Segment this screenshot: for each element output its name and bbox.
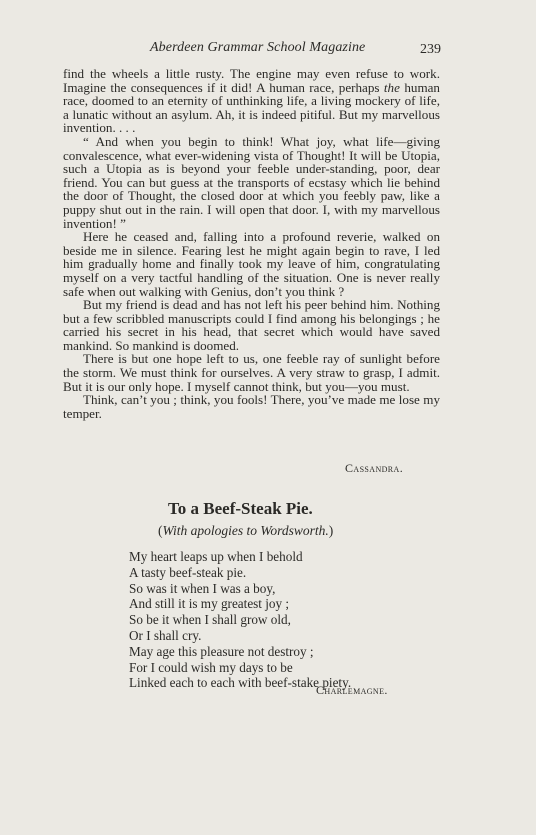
poem-line: My heart leaps up when I behold — [129, 549, 303, 564]
page-number: 239 — [420, 42, 441, 57]
poem-line: Linked each to each with beef-stake piety. — [129, 675, 352, 691]
author-signature: Cassandra. — [345, 461, 404, 475]
paragraph: “ And when you begin to think! What joy, what life—giving convalescence, what ever-widening vista of Thought! It will be Utopia, such a Utopia as is beyond your feeble under-standing, poor, dear friend. You can but guess at the transports of ecstasy which lie behind the door of Thought, the closed door at which you feebly paw, like a puppy shut out in the rain. I will open that door. I, with my marvellous invention! ” — [63, 133, 440, 231]
poem-line: So be it when I shall grow old, — [129, 612, 291, 628]
poem-line: May age this pleasure not destroy ; — [129, 643, 314, 659]
article-body — [63, 67, 440, 420]
paragraph: Here he ceased and, falling into a profound reverie, walked on beside me in silence. Fearing lest he might again begin to rave, I led him gradually home and finally took my leave of him, congratulating myself on a very tactful handling of the situation. One is never really safe when out walking with Genius, don’t you think ? — [63, 229, 440, 299]
paragraph: find the wheels a little rusty. The engine may even refuse to work. Imagine the consequences if it did! A human race, perhaps the human race, doomed to an eternity of unthinking life, a living mockery of life, a lunatic without an asylum. Ah, it is indeed pitiful. But my marvellous invention. . . . — [63, 66, 440, 136]
poem-title: To a Beef-Steak Pie. — [168, 499, 313, 518]
paragraph: There is but one hope left to us, one feeble ray of sunlight before the storm. We must think for ourselves. A very straw to grasp, I admit. But it is our only hope. I myself cannot think, but you—you must. — [63, 351, 440, 394]
paragraph: Think, can’t you ; think, you fools! There, you’ve made me lose my temper. — [63, 392, 440, 421]
poem-line: Or I shall cry. — [129, 627, 202, 643]
poem-body — [129, 549, 351, 691]
poem-line: So was it when I was a boy, — [129, 580, 276, 596]
poem-line: And still it is my greatest joy ; — [129, 596, 290, 612]
poem-line: A tasty beef-steak pie. — [129, 564, 247, 580]
poem-signature: Charlemagne. — [316, 683, 388, 697]
poem-subtitle: (With apologies to Wordsworth.) — [158, 523, 334, 538]
running-title: Aberdeen Grammar School Magazine — [150, 40, 366, 55]
poem-line: For I could wish my days to be — [129, 659, 293, 675]
paragraph: But my friend is dead and has not left his peer behind him. Nothing but a few scribbled manuscripts could I find among his belongings ; he carried his secret in his head, that secret which would have saved mankind. So mankind is doomed. — [63, 297, 440, 353]
